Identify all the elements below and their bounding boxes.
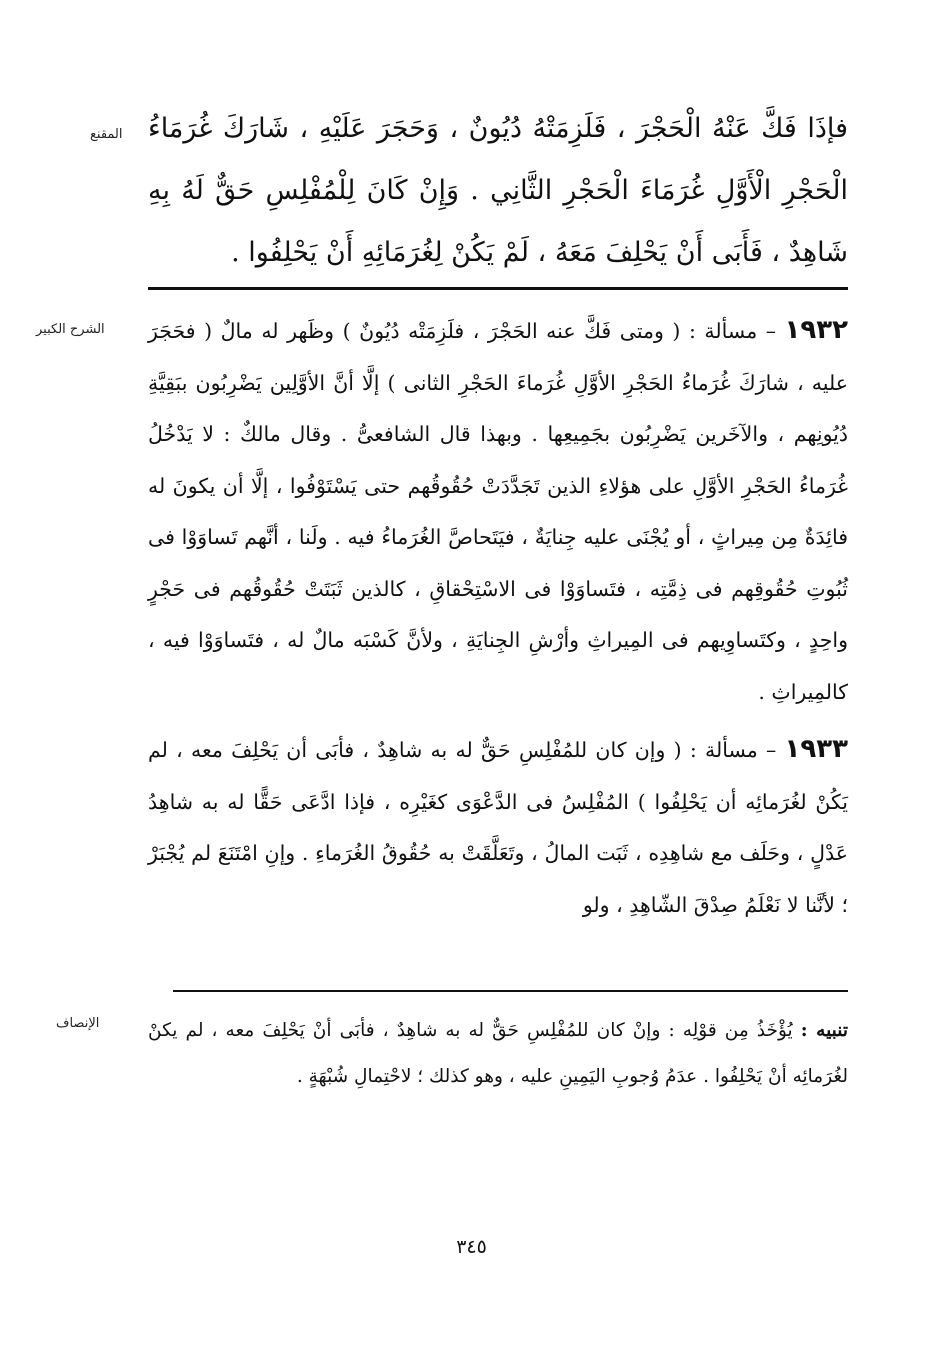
- label-sharh: الشرح الكبير: [36, 322, 105, 337]
- section-divider-thick: [148, 287, 848, 290]
- sharh-text-block: [148, 305, 848, 931]
- masala-1933-paragraph: [148, 724, 848, 931]
- masala-1933-number: ١٩٣٣: [784, 734, 848, 764]
- label-muqni: المقنع: [90, 127, 123, 142]
- masala-1932-paragraph: [148, 305, 848, 718]
- masala-1933-text: – مسألة : ( وإن كان للمُفْلِسِ حَقٌّ له به شاهِدٌ ، فأبَى أن يَحْلِفَ معه ، لم يَكُنْ لغُرَمائِه أن يَحْلِفُوا ) المُفْلِسُ فى الدَّعْوَى كغَيْرِه ، فإذا ادَّعَى حَقًّا له به شاهِدُ عَدْلٍ ، وحَلَف مع شاهِدِه ، ثَبَت المالُ ، وتَعَلَّقَتْ به حُقُوقُ الغُرَماءِ . وإنِ امْتَنَعَ لم يُجْبَرْ ؛ لأنَّنا لا نَعْلَمُ صِدْقَ الشّاهِدِ ، ولو: [148, 738, 848, 917]
- insaf-paragraph: [148, 1008, 848, 1100]
- masala-1932-text: – مسألة : ( ومتى فَكَّ عنه الحَجْرَ ، فلَزِمَتْه دُيُونٌ ) وظَهر له مالٌ ( فحَجَرَ عليه ، شارَكَ غُرَماءُ الحَجْرِ الأوَّلِ غُرَماءَ الحَجْرِ الثانى ) إلَّا أنَّ الأوَّلِين يَضْرِبُون ببَقِيَّةِ دُيُونِهم ، والآخَرين يَضْرِبُون بجَمِيعِها . وبهذا قال الشافعىُّ . وقال مالكٌ : لا يَدْخُلُ غُرَماءُ الحَجْرِ الأوَّلِ على هؤلاءِ الذين تَجَدَّدَتْ حُقُوقُهم حتى يَسْتَوْفُوا ، إلَّا أن يكونَ له فائِدَةٌ مِن مِيراثٍ ، أو يُجْنَى عليه جِنايَةٌ ، فيَتَحاصَّ الغُرَماءُ فيه . ولَنا ، أنَّهم تَساوَوْا فى ثُبُوتِ حُقُوقِهم فى ذِمَّتِه ، فتَساوَوْا فى الاسْتِحْقاقِ ، كالذين ثَبَتَتْ حُقُوقُهم فى حَجْرٍ واحِدٍ ، وكتَساوِيهم فى المِيراثِ وأرْشِ الجِنايَةِ ، ولأنَّ كَسْبَه مالٌ له ، فتَساوَوْا فيه ، كالمِيراثِ .: [148, 319, 848, 704]
- muqni-text-block: [148, 98, 848, 284]
- muqni-paragraph: فإذَا فَكَّ عَنْهُ الْحَجْرَ ، فَلَزِمَتْهُ دُيُونٌ ، وَحَجَرَ عَلَيْهِ ، شَارَكَ غُرَمَاءُ الْحَجْرِ الْأَوَّلِ غُرَمَاءَ الْحَجْرِ الثَّانِي . وَإِنْ كَانَ لِلْمُفْلِسِ حَقٌّ لَهُ بِهِ شَاهِدٌ ، فَأَبَى أَنْ يَحْلِفَ مَعَهُ ، لَمْ يَكُنْ لِغُرَمَائِهِ أَنْ يَحْلِفُوا .: [148, 113, 848, 268]
- insaf-lead: تنبيه :: [800, 1020, 848, 1041]
- insaf-text: يُؤْخَذُ مِن قوْلِه : وإنْ كان للمُفْلِسِ حَقٌّ له به شاهِدٌ ، فأبَى أنْ يَحْلِفَ معه ، لم يكنْ لغُرَمائِه أنْ يَحْلِفُوا . عدَمُ وُجوبِ اليَمِينِ عليه ، وهو كذلك ؛ لاحْتِمالِ شُبْهَةٍ .: [148, 1020, 848, 1087]
- label-insaf: الإنصاف: [56, 1016, 100, 1031]
- section-divider-thin: [173, 990, 848, 992]
- insaf-text-block: [148, 1008, 848, 1100]
- page-number: ٣٤٥: [456, 1236, 487, 1258]
- masala-1932-number: ١٩٣٢: [784, 315, 848, 345]
